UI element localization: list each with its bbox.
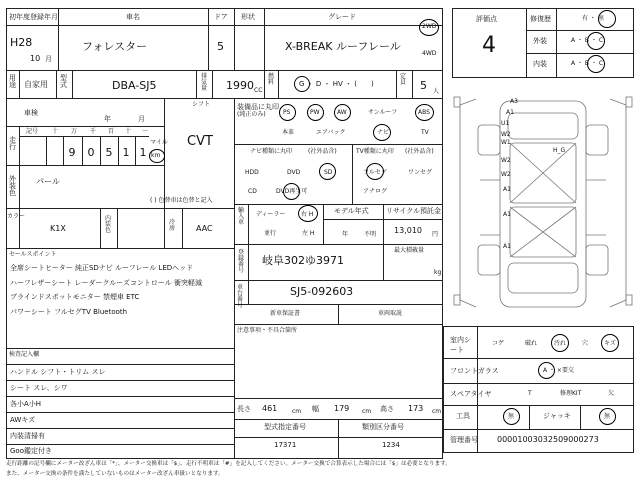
- exterior-label: 外装色: [9, 175, 16, 197]
- mileage-digit-3: 1: [122, 146, 130, 159]
- navi-cd: CD: [248, 188, 257, 195]
- inspection-label: 車検: [24, 109, 38, 117]
- exterior-grade-options: A ・ B ・ C: [571, 37, 604, 44]
- interior-grade-options: A ・ B ・ C: [571, 60, 604, 67]
- interior-color-label: 内装色: [105, 215, 112, 234]
- class-no-label: 類別区分番号: [362, 423, 404, 431]
- inspection-month-unit: 月: [138, 115, 145, 123]
- mark-w2-a: W2: [501, 131, 511, 138]
- max-load-label: 最大積載量: [394, 247, 425, 254]
- height-value: 173: [408, 404, 424, 413]
- grade-label: グレード: [328, 13, 356, 21]
- spare-kit: 修理KIT: [560, 390, 582, 397]
- exterior-color: パール: [36, 177, 60, 186]
- tv-fullseg: フルセグ: [363, 169, 387, 176]
- score-label: 評価点: [476, 15, 497, 23]
- mileage-unit-0: 十: [52, 128, 59, 135]
- glass-items: A ・ ×要交: [543, 367, 574, 374]
- equip-sunroof: サンルーフ: [368, 109, 398, 116]
- drive-4wd: 4WD: [422, 50, 437, 57]
- inspector-line-2: 各小A小H: [10, 400, 42, 408]
- capacity-value: 5: [420, 79, 427, 92]
- equip-leather: 本革: [282, 129, 295, 136]
- mileage-digit-2: 5: [105, 146, 113, 159]
- tv-note: (社外品含): [405, 148, 434, 155]
- body-type-label: 形状: [241, 13, 255, 21]
- spare-label: スペアタイヤ: [450, 390, 492, 398]
- first-reg-month: 10: [30, 54, 41, 63]
- plate-number: 岐阜302ゆ3971: [262, 254, 344, 267]
- tv-title: TV種類に丸印: [356, 148, 394, 155]
- width-value: 179: [334, 404, 350, 413]
- registration-label: 登録番号: [238, 249, 245, 274]
- width-label: 幅: [312, 405, 319, 413]
- mark-a3: A3: [510, 98, 518, 105]
- import-left-h: 左 H: [302, 230, 315, 237]
- spare-t: T: [528, 390, 532, 397]
- import-label: 輸入車: [238, 207, 245, 226]
- seat-burn: コゲ: [492, 340, 505, 347]
- fuel-options: G ・ D ・ HV ・ ( ): [299, 80, 374, 88]
- car-damage-diagram: [452, 85, 634, 325]
- equip-airbag: エアバック: [316, 129, 346, 136]
- import-parallel: 並行: [264, 230, 277, 237]
- tool-label: 工具: [456, 412, 470, 420]
- footer-line1: 走行距離の記号欄にメーター改ざん車は「*」、メーター交換車は「$」、走行不明車は「#」を記入してください。メーター交換で合算表示した場合には「$」は必要となります。: [6, 461, 451, 467]
- spare-none: 欠: [608, 390, 615, 397]
- mark-u1: U1: [501, 120, 510, 127]
- frame-label: 車台番号: [237, 284, 244, 309]
- tool-value: 無: [508, 413, 515, 420]
- type-no-value: 17371: [274, 441, 297, 449]
- model-value: DBA-SJ5: [112, 79, 157, 92]
- interior-grade-label: 内装: [533, 60, 547, 68]
- equip-navi: ナビ: [377, 129, 390, 136]
- navi-sd: SD: [324, 169, 333, 176]
- length-label: 長さ: [237, 405, 251, 413]
- equip-aw: AW: [337, 109, 347, 116]
- seat-stain: 汚れ: [554, 340, 567, 347]
- exterior-note: ( ) 色替車は色替と記入: [150, 197, 213, 204]
- type-no-label: 型式指定番号: [264, 423, 306, 431]
- use-value: 自家用: [24, 80, 48, 89]
- model-year-label: モデル年式: [334, 207, 369, 215]
- notes-label: 注意事項・不具合箇所: [237, 327, 298, 334]
- sales-line-3: パワーシート フルセグTV Bluetooth: [10, 308, 128, 316]
- navi-dvd: DVD: [287, 169, 301, 176]
- width-unit: cm: [362, 408, 372, 415]
- capacity-unit: 人: [433, 88, 440, 95]
- seat-label: 室内シート: [450, 336, 471, 354]
- mileage-digit-4: 1: [139, 146, 147, 159]
- inspector-line-5: Goo鑑定付き: [10, 447, 52, 455]
- inspector-line-1: シート スレ、シワ: [10, 384, 68, 392]
- displacement-label: 排気量: [201, 73, 208, 92]
- height-unit: cm: [432, 408, 442, 415]
- mileage-unit-5: 一: [142, 128, 149, 135]
- sales-line-2: ブラインドスポットモニター 禁煙車 ETC: [10, 293, 140, 301]
- mark-a1-a: A1: [503, 186, 511, 193]
- mgmt-label: 管理番号: [450, 436, 478, 444]
- shift-value: CVT: [187, 134, 213, 149]
- sales-line-1: ハーフレザーシート レーダークルーズコントロール 衝突軽減: [10, 279, 202, 287]
- import-right-h: 右 H: [301, 211, 314, 218]
- model-year-unknown: 不明: [364, 231, 377, 238]
- mileage-digit-1: 0: [87, 146, 95, 159]
- model-label: 型式: [60, 74, 67, 89]
- equip-ps: PS: [283, 109, 291, 116]
- navi-dvd-playback: DVD再生可: [276, 188, 308, 195]
- equip-abs: ABS: [418, 109, 430, 116]
- tv-analog: アナログ: [363, 188, 388, 195]
- mileage-unit-2: 千: [90, 128, 97, 135]
- inspector-line-0: ハンドル シフト・トリム スレ: [10, 368, 106, 376]
- doors-value: 5: [217, 40, 224, 53]
- mark-w1: W1: [501, 139, 511, 146]
- height-label: 高さ: [380, 405, 394, 413]
- recycle-value: 13,010: [394, 226, 422, 235]
- shift-label: シフト: [192, 101, 211, 108]
- footer-line2: また、メーター交換の条件を満たしていないものはメーター改ざん車扱いとなります。: [6, 471, 224, 477]
- fuel-label: 燃料: [268, 73, 275, 86]
- navi-hdd: HDD: [245, 169, 259, 176]
- score-value: 4: [482, 33, 496, 58]
- inspection-year-unit: 年: [104, 115, 111, 123]
- mile-label: マイル: [150, 139, 168, 146]
- model-year-unit: 年: [342, 231, 349, 238]
- mark-a1-top: A1: [506, 109, 514, 116]
- mileage-unit-3: 百: [108, 128, 115, 135]
- equipment-title: 装備品に丸印: [237, 103, 279, 111]
- first-reg-label: 初年度登録年月: [9, 13, 58, 21]
- warranty-label: 新車保証書: [270, 310, 301, 317]
- first-reg-era: H28: [10, 36, 33, 49]
- mileage-unit-1: 万: [71, 128, 78, 135]
- capacity-label: 定員: [400, 73, 407, 86]
- inspector-line-3: AWキズ: [10, 416, 36, 424]
- equip-pw: PW: [310, 109, 320, 116]
- navi-title: ナビ種類に丸印: [250, 148, 293, 155]
- inspector-line-4: 内装清掃有: [10, 432, 45, 440]
- km-label: km: [151, 152, 161, 159]
- cc-label: CC: [254, 87, 263, 94]
- jack-label: ジャッキ: [543, 412, 571, 420]
- mileage-digit-0: 9: [68, 146, 76, 159]
- drive-2wd: 2WD: [422, 23, 437, 30]
- color-code-value: K1X: [50, 224, 66, 233]
- car-name: フォレスター: [82, 40, 148, 53]
- length-value: 461: [262, 404, 278, 413]
- mark-w2-c: W2: [501, 171, 511, 178]
- mark-a1-b: A1: [503, 211, 511, 218]
- tv-oneseg: ワンセグ: [408, 169, 433, 176]
- use-label: 用途: [9, 74, 16, 89]
- recycle-label: リサイクル預託金: [386, 207, 442, 215]
- color-code-label: カラー: [7, 213, 26, 220]
- mileage-unit-4: 十: [125, 128, 132, 135]
- mgmt-number: 00001003032509000273: [497, 435, 599, 444]
- car-name-label: 車名: [126, 13, 140, 21]
- jack-value: 無: [604, 413, 611, 420]
- seat-hole: 穴: [582, 340, 589, 347]
- grade-value: X-BREAK ルーフレール: [285, 40, 401, 53]
- mark-hg: H_G: [553, 147, 566, 154]
- repair-label: 修復歴: [530, 15, 551, 23]
- mileage-unit-row-label: 記号: [26, 128, 39, 135]
- seat-tear: 破れ: [525, 340, 538, 347]
- first-reg-month-unit: 月: [45, 55, 52, 63]
- sales-points-label: セールスポイント: [9, 251, 57, 258]
- repair-options: 有 ・ 無: [582, 15, 604, 22]
- doors-label: ドア: [214, 13, 228, 21]
- class-no-value: 1234: [382, 441, 400, 449]
- glass-label: フロントガラス: [450, 367, 499, 375]
- displacement-value: 1990: [226, 79, 254, 92]
- recycle-yen: 円: [432, 231, 439, 238]
- aircon-value: AAC: [196, 224, 213, 233]
- exterior-grade-label: 外装: [533, 37, 547, 45]
- max-load-kg: kg: [434, 269, 442, 276]
- frame-number: SJ5-092603: [290, 285, 354, 298]
- inspector-notes-label: 検査記入欄: [9, 351, 40, 358]
- seat-scratch: キズ: [604, 340, 616, 347]
- import-dealer: ディーラー: [256, 211, 286, 218]
- mark-w2-b: W2: [501, 157, 511, 164]
- mark-a1-c: A1: [503, 243, 511, 250]
- manual-label: 車両取説: [378, 310, 403, 317]
- sales-line-0: 全席シートヒーター 純正SDナビ ルーフレール LEDヘッド: [10, 264, 194, 272]
- aircon-label: 冷房: [169, 219, 176, 232]
- equip-tv: TV: [421, 129, 429, 136]
- equipment-subtitle: (純正のみ): [237, 111, 266, 118]
- navi-note: (社外品含): [308, 148, 337, 155]
- mileage-label: 走行: [9, 136, 16, 151]
- length-unit: cm: [292, 408, 302, 415]
